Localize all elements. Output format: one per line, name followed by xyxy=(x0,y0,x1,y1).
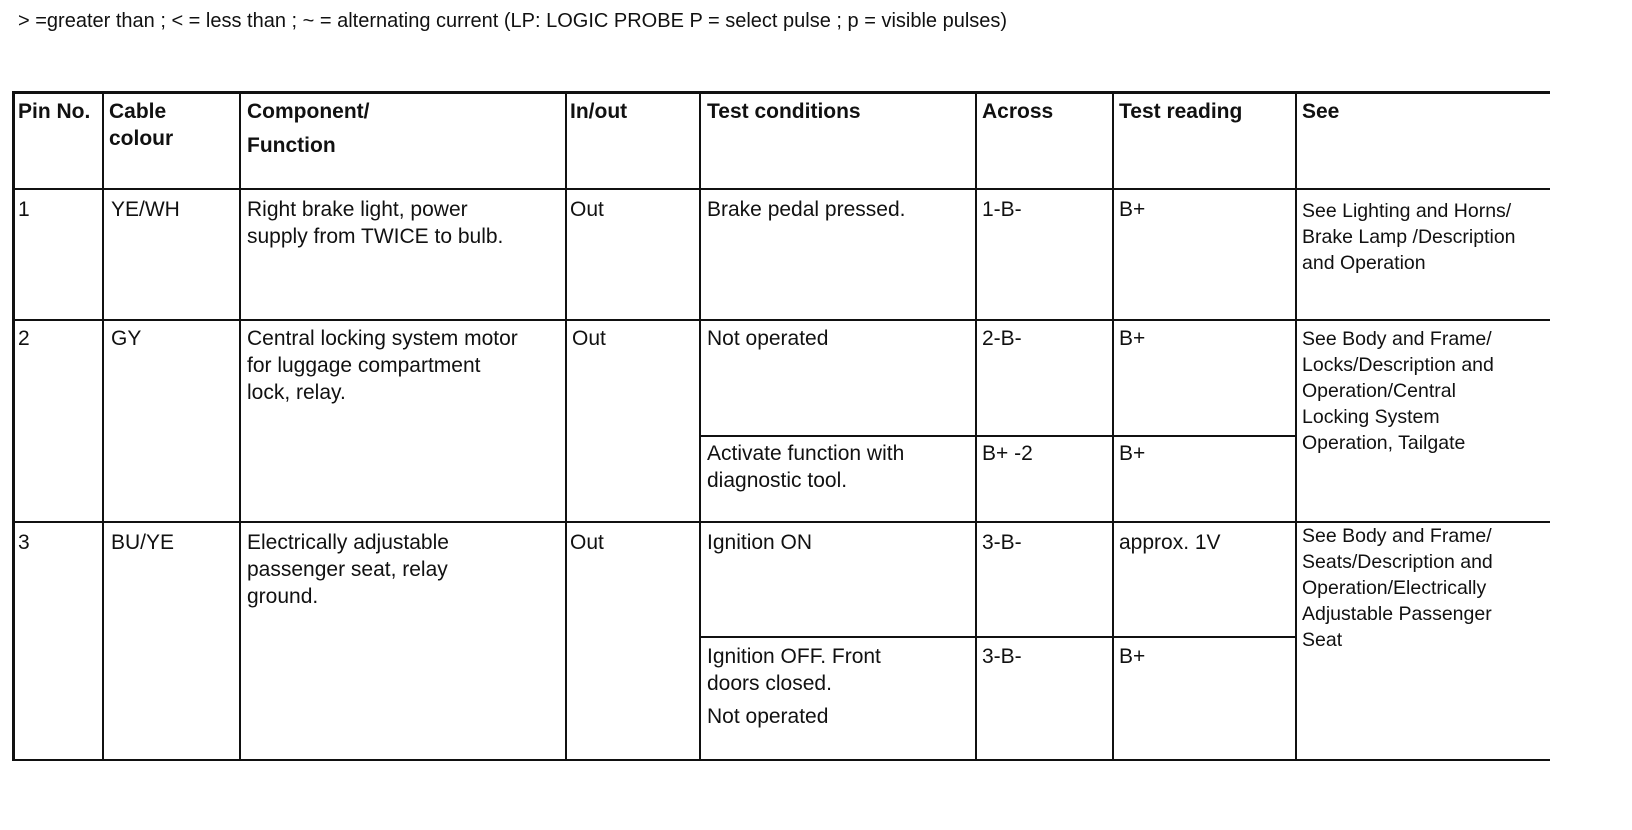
row-3-component: Electrically adjustable passenger seat, relay ground. xyxy=(247,531,449,608)
row-3-see: See Body and Frame/ Seats/Description and Operation/Electrically Adjustable Passenger Seat xyxy=(1302,525,1493,651)
row-1-inout: Out xyxy=(570,198,604,221)
col-rule-across xyxy=(975,91,977,761)
header-test-conditions: Test conditions xyxy=(707,100,861,123)
row-2-test-2-reading: B+ xyxy=(1119,442,1146,465)
table-top-border xyxy=(12,91,1550,94)
row-3-inout: Out xyxy=(570,531,604,554)
row-3-test-2-note: Not operated xyxy=(707,705,829,728)
table-left-border xyxy=(12,91,15,761)
row-1-component: Right brake light, power supply from TWICE to bulb. xyxy=(247,198,504,248)
header-across: Across xyxy=(982,100,1054,123)
col-rule-reading xyxy=(1112,91,1114,761)
col-rule-cable xyxy=(102,91,104,761)
header-pin-no: Pin No. xyxy=(18,100,91,123)
row-3-test-2-conditions: Ignition OFF. Front doors closed. xyxy=(707,645,881,695)
row-3-test-1-reading: approx. 1V xyxy=(1119,531,1221,554)
row-1-cable: YE/WH xyxy=(111,198,180,221)
row-2-component: Central locking system motor for luggage compartment lock, relay. xyxy=(247,327,518,404)
row-3-test-1-across: 3-B- xyxy=(982,531,1022,554)
row-1-see: See Lighting and Horns/ Brake Lamp /Description and Operation xyxy=(1302,200,1516,274)
row-3-test-2-across: 3-B- xyxy=(982,645,1022,668)
row-1-test-1-reading: B+ xyxy=(1119,198,1146,221)
row-2-test-2-across: B+ -2 xyxy=(982,442,1033,465)
row-2-cable: GY xyxy=(111,327,142,350)
table-bottom-border xyxy=(12,759,1550,761)
row-1-test-1-across: 1-B- xyxy=(982,198,1022,221)
row-1-bottom-rule xyxy=(12,319,1550,321)
row-3-cable: BU/YE xyxy=(111,531,175,554)
col-rule-see xyxy=(1295,91,1297,761)
header-cable-colour: Cable colour xyxy=(109,100,174,150)
col-rule-conditions xyxy=(699,91,701,761)
row-3-split-rule xyxy=(700,636,1296,638)
header-component: Component/ xyxy=(247,100,370,123)
header-test-reading: Test reading xyxy=(1119,100,1243,123)
row-2-inout: Out xyxy=(572,327,606,350)
row-1-pin: 1 xyxy=(18,198,30,221)
row-3-pin: 3 xyxy=(18,531,30,554)
row-2-test-1-reading: B+ xyxy=(1119,327,1146,350)
header-bottom-rule xyxy=(12,188,1550,190)
row-3-test-1-conditions: Ignition ON xyxy=(707,531,813,554)
row-1-test-1-conditions: Brake pedal pressed. xyxy=(707,198,906,221)
row-2-pin: 2 xyxy=(18,327,30,350)
row-2-test-2-conditions: Activate function with diagnostic tool. xyxy=(707,442,905,492)
row-2-split-rule xyxy=(700,435,1296,437)
row-2-test-1-across: 2-B- xyxy=(982,327,1022,350)
col-rule-component xyxy=(239,91,241,761)
header-in-out: In/out xyxy=(570,100,628,123)
col-rule-inout xyxy=(565,91,567,761)
header-function: Function xyxy=(247,134,336,157)
row-2-test-1-conditions: Not operated xyxy=(707,327,829,350)
header-see: See xyxy=(1302,100,1340,123)
row-3-test-2-reading: B+ xyxy=(1119,645,1146,668)
row-2-see: See Body and Frame/ Locks/Description and Operation/Central Locking System Operation, Tailgate xyxy=(1302,328,1494,454)
legend-text: > =greater than ; < = less than ; ~ = alternating current (LP: LOGIC PROBE P = select pulse ; p = visible pulses) xyxy=(18,10,1008,32)
